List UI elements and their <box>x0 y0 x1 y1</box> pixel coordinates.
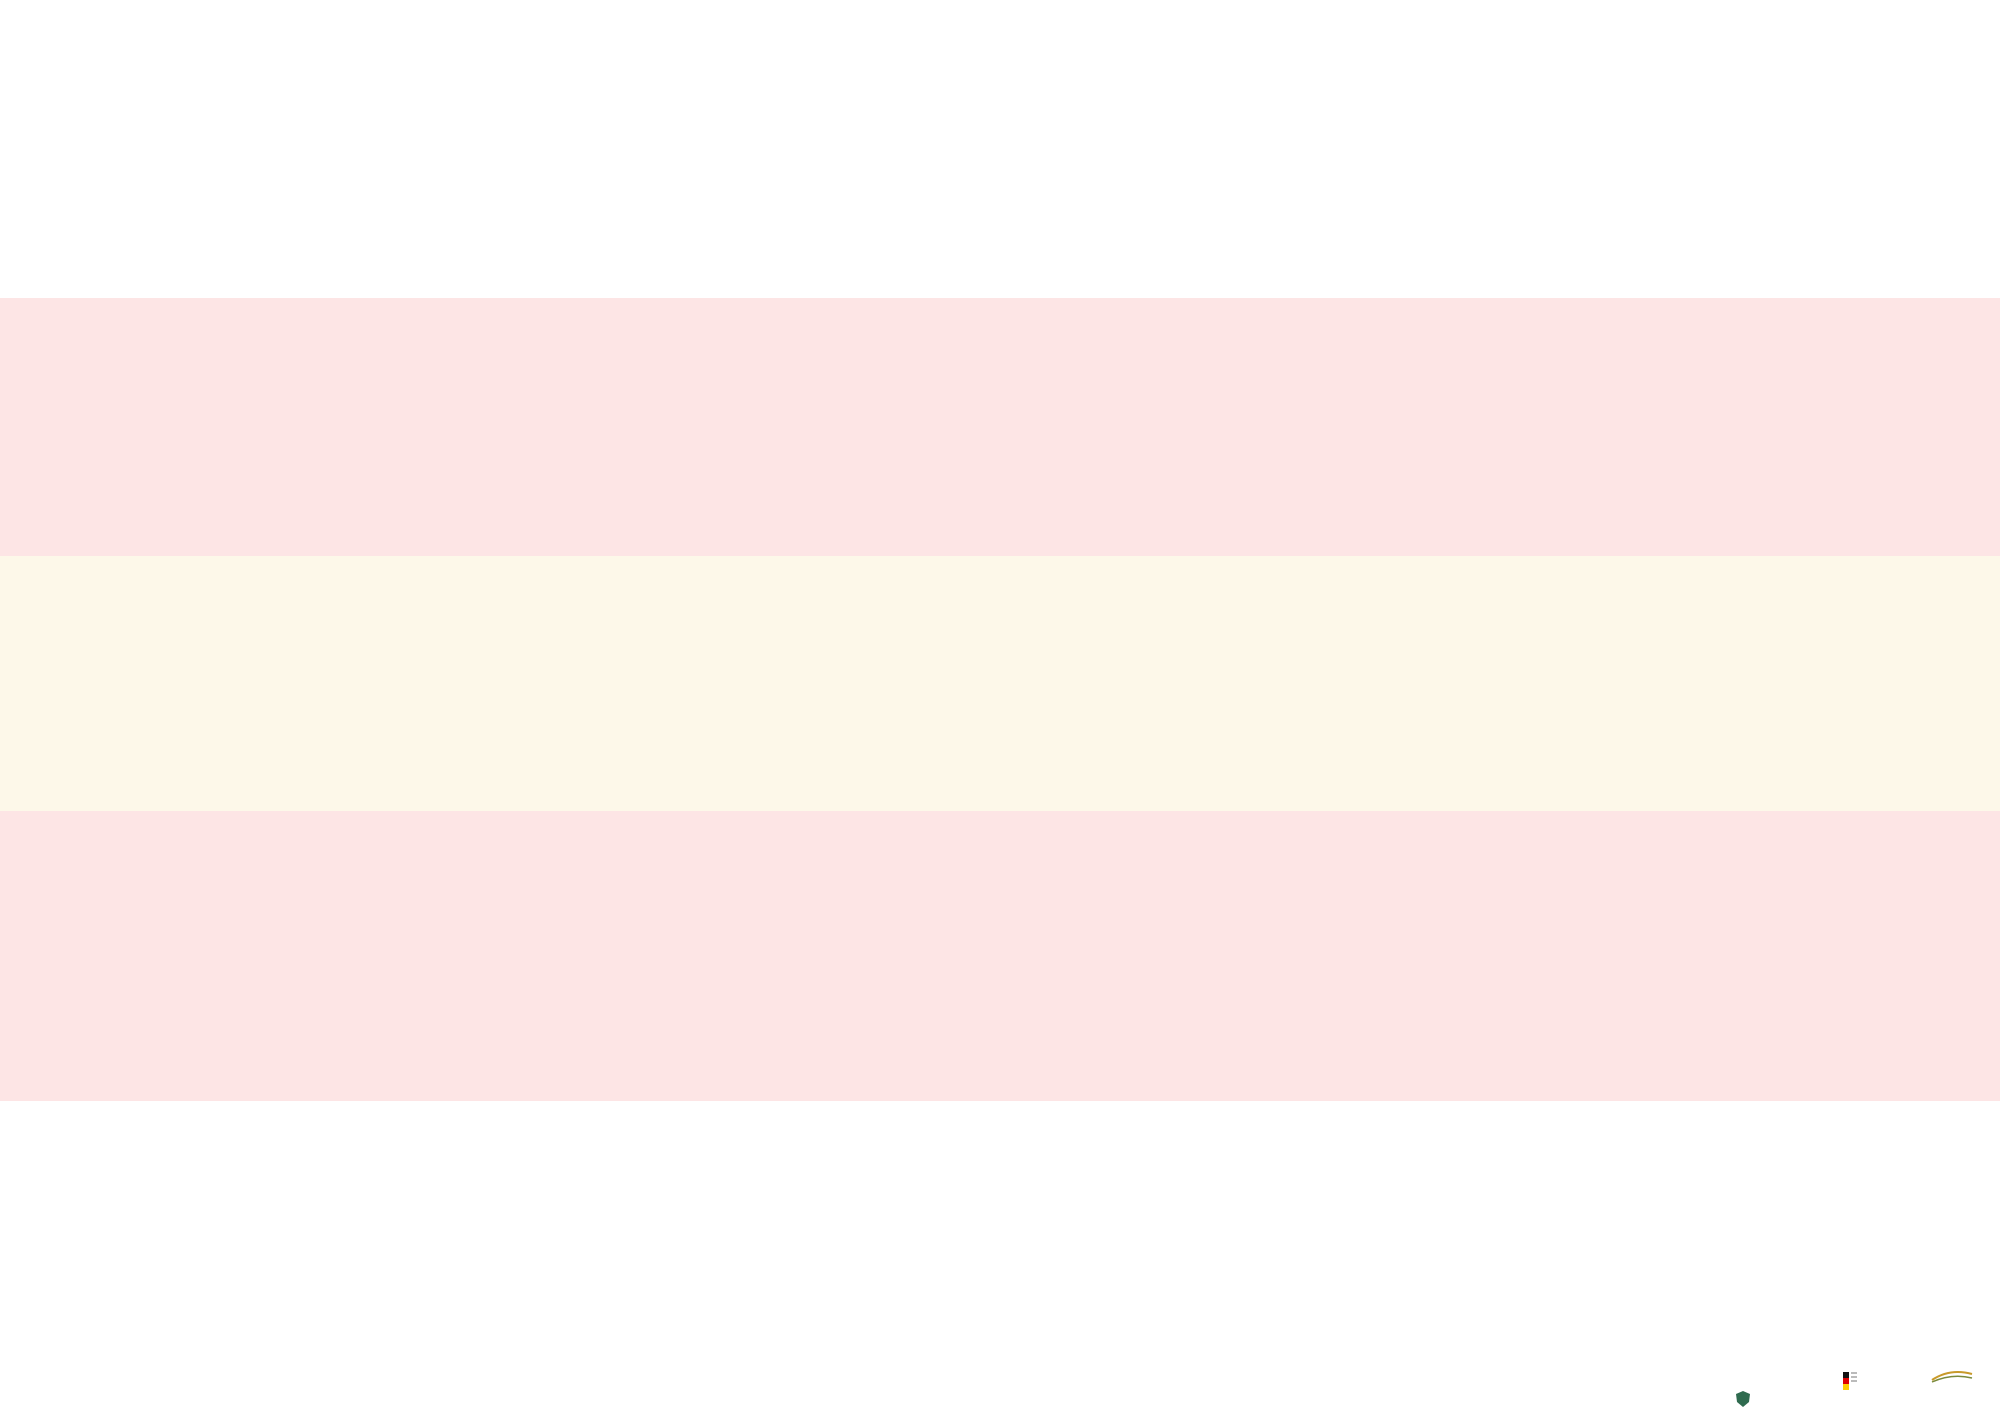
wer-denkt-was-logo <box>1735 1390 1757 1408</box>
swoosh-icon <box>1930 1368 1974 1384</box>
band-2 <box>0 298 2000 556</box>
ministry-logo <box>1843 1360 1857 1403</box>
zukunft-logo <box>1930 1368 1974 1387</box>
flag-icon <box>1843 1360 1857 1400</box>
band-3 <box>0 556 2000 811</box>
shield-icon <box>1735 1390 1751 1408</box>
band-4 <box>0 811 2000 1101</box>
